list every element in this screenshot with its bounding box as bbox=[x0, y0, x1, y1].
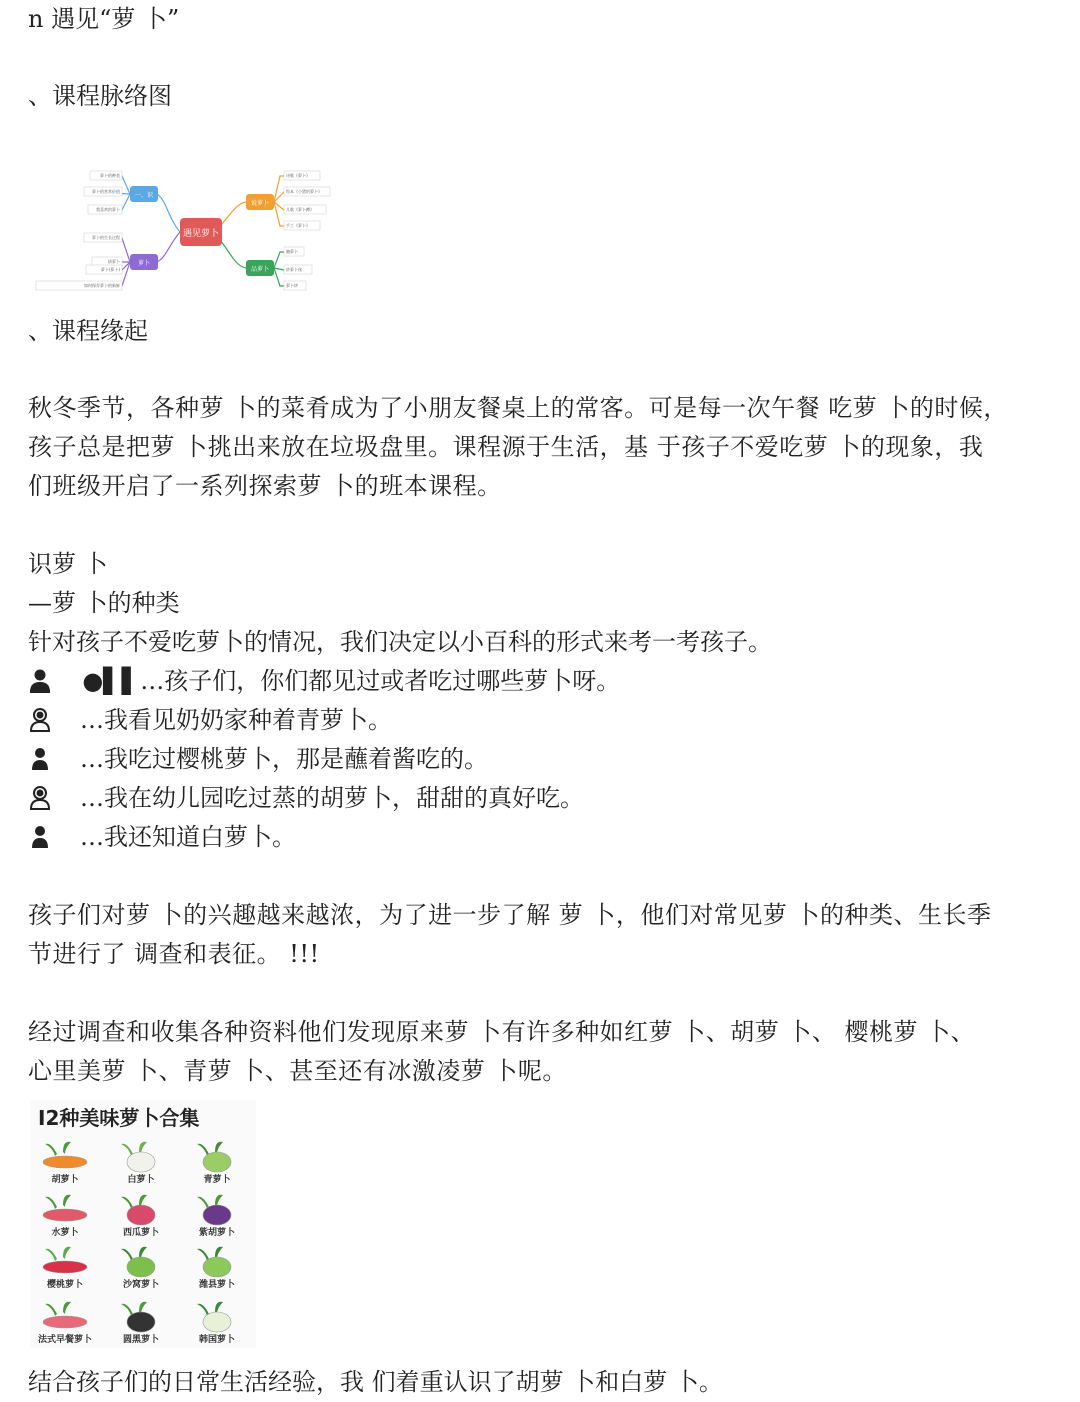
radish-icon bbox=[189, 1300, 245, 1334]
radish-icon bbox=[113, 1245, 169, 1279]
radish-item bbox=[30, 1245, 100, 1291]
radish-label: 青萝卜 bbox=[203, 1175, 231, 1185]
survey-line: 心里美萝 卜、青萝 卜、甚至还有冰激凌萝 卜呢。 bbox=[28, 1057, 567, 1085]
radish-icon bbox=[113, 1193, 169, 1227]
radish-item bbox=[182, 1193, 252, 1239]
dialogue-line-child bbox=[28, 740, 488, 779]
radish-icon bbox=[189, 1193, 245, 1227]
mindmap-leaf: 腌萝卜 bbox=[286, 249, 298, 254]
radish-gallery-image bbox=[30, 1100, 256, 1348]
dialogue-line-child bbox=[28, 701, 392, 740]
mindmap-center-label: 遇见萝卜 bbox=[182, 229, 220, 239]
radish-icon bbox=[189, 1245, 245, 1279]
radish-item bbox=[182, 1140, 252, 1186]
dialogue-text: …我吃过樱桃萝卜，那是蘸着酱吃的。 bbox=[80, 745, 488, 773]
boy-avatar-icon bbox=[28, 824, 52, 850]
course-mindmap bbox=[30, 158, 340, 300]
girl-avatar-icon bbox=[28, 785, 52, 811]
mindmap-leaf: 如何保存萝卜的新鲜 bbox=[84, 283, 120, 288]
boy-avatar-icon bbox=[28, 746, 52, 772]
radish-icon bbox=[189, 1140, 245, 1174]
mindmap-leaf: 拔萝卜 bbox=[108, 259, 120, 264]
origin-paragraph bbox=[28, 389, 1076, 506]
section-heading-outline: 、课程脉络图 bbox=[28, 82, 172, 110]
mindmap-leaf: 绘本《小猪的萝卜》 bbox=[286, 189, 322, 194]
radish-icon bbox=[37, 1300, 93, 1334]
radish-item bbox=[182, 1245, 252, 1291]
mindmap-branch-4-label: 品萝卜 bbox=[250, 266, 270, 273]
radish-icon bbox=[113, 1140, 169, 1174]
radish-label: 水萝卜 bbox=[51, 1228, 79, 1238]
mindmap-leaf: 儿歌《萝卜蹲》 bbox=[286, 207, 314, 212]
radish-item bbox=[106, 1300, 176, 1346]
survey-paragraph bbox=[28, 1013, 1076, 1091]
girl-avatar-icon bbox=[28, 707, 52, 733]
survey-line: 经过调查和收集各种资料他们发现原来萝 卜有许多种如红萝 卜、胡萝 卜、 樱桃萝 卜、 bbox=[28, 1018, 976, 1046]
gallery-title: I2种美味萝卜合集 bbox=[38, 1106, 200, 1130]
dialogue-text: …我还知道白萝卜。 bbox=[80, 823, 296, 851]
radish-label: 沙窝萝卜 bbox=[122, 1280, 159, 1290]
dialogue-text: …孩子们，你们都见过或者吃过哪些萝卜呀。 bbox=[140, 667, 621, 695]
mindmap-leaf: 我喜欢的萝卜 bbox=[96, 207, 120, 212]
mindmap-branch-3-label: 说萝卜 bbox=[250, 200, 270, 207]
interest-line: 节进行了 调查和表征。 !!! bbox=[28, 940, 320, 968]
interest-line: 孩子们对萝 卜的兴趣越来越浓，为了进一步了解 萝 卜，他们对常见萝 卜的种类、生长季 bbox=[28, 901, 992, 929]
radish-icon bbox=[37, 1140, 93, 1174]
mindmap-leaf: 萝卜的种类 bbox=[100, 173, 120, 178]
radish-item bbox=[106, 1140, 176, 1186]
teacher-avatar-icon bbox=[28, 668, 52, 694]
speaker-icon: ●▌▌ bbox=[82, 667, 141, 695]
mindmap-leaf: 萝卜饼 bbox=[286, 283, 298, 288]
origin-line: 孩子总是把萝 卜挑出来放在垃圾盘里。课程源于生活，基 于孩子不爱吃萝 卜的现象，我 bbox=[28, 433, 984, 461]
dialogue-line-teacher bbox=[28, 662, 620, 701]
radish-item bbox=[30, 1300, 100, 1346]
radish-icon bbox=[113, 1300, 169, 1334]
mindmap-branch-1-label: 一、识 bbox=[134, 192, 154, 199]
radish-label: 圆黑萝卜 bbox=[122, 1335, 159, 1345]
origin-line: 们班级开启了一系列探索萝 卜的班本课程。 bbox=[28, 472, 502, 500]
dialogue-line-child bbox=[28, 779, 584, 818]
radish-label: 紫胡萝卜 bbox=[198, 1228, 235, 1238]
types-intro: 针对孩子不爱吃萝卜的情况，我们决定以小百科的形式来考一考孩子。 bbox=[28, 628, 772, 656]
mindmap-branch-2-label: 萝卜 bbox=[137, 260, 151, 267]
mindmap-leaf: 萝卜(萝卜) bbox=[100, 267, 120, 272]
radish-item bbox=[30, 1140, 100, 1186]
dialogue-text: …我看见奶奶家种着青萝卜。 bbox=[80, 706, 392, 734]
subsection-heading-types: —萝 卜的种类 bbox=[28, 589, 180, 617]
radish-icon bbox=[37, 1193, 93, 1227]
radish-label: 西瓜萝卜 bbox=[122, 1228, 159, 1238]
radish-item bbox=[30, 1193, 100, 1239]
radish-item bbox=[106, 1245, 176, 1291]
radish-item bbox=[106, 1193, 176, 1239]
radish-label: 法式早餐萝卜 bbox=[37, 1335, 92, 1345]
section-heading-origin: 、课程缘起 bbox=[28, 317, 148, 345]
dialogue-line-child bbox=[28, 818, 296, 857]
mindmap-leaf: 萝卜的营养价值 bbox=[92, 189, 120, 194]
mindmap-leaf: 诗歌《萝卜》 bbox=[286, 173, 310, 178]
radish-label: 韩国萝卜 bbox=[198, 1335, 235, 1345]
radish-label: 胡萝卜 bbox=[51, 1175, 79, 1185]
mindmap-leaf: 手工《萝卜》 bbox=[286, 223, 310, 228]
page-title: n 遇见“萝 卜” bbox=[28, 5, 180, 33]
interest-paragraph bbox=[28, 896, 1076, 974]
radish-icon bbox=[37, 1245, 93, 1279]
radish-item bbox=[182, 1300, 252, 1346]
mindmap-leaf: 炒萝卜丝 bbox=[286, 267, 302, 272]
conclusion-text: 结合孩子们的日常生活经验，我 们着重认识了胡萝 卜和白萝 卜。 bbox=[28, 1368, 723, 1396]
radish-label: 樱桃萝卜 bbox=[46, 1280, 83, 1290]
section-heading-know: 识萝 卜 bbox=[28, 550, 108, 578]
mindmap-leaf: 萝卜的生长过程 bbox=[92, 235, 120, 240]
radish-label: 白萝卜 bbox=[127, 1175, 155, 1185]
dialogue-text: …我在幼儿园吃过蒸的胡萝卜，甜甜的真好吃。 bbox=[80, 784, 584, 812]
radish-label: 潍县萝卜 bbox=[198, 1280, 235, 1290]
origin-line: 秋冬季节，各种萝 卜的菜肴成为了小朋友餐桌上的常客。可是每一次午餐 吃萝 卜的时候， bbox=[28, 394, 1008, 422]
